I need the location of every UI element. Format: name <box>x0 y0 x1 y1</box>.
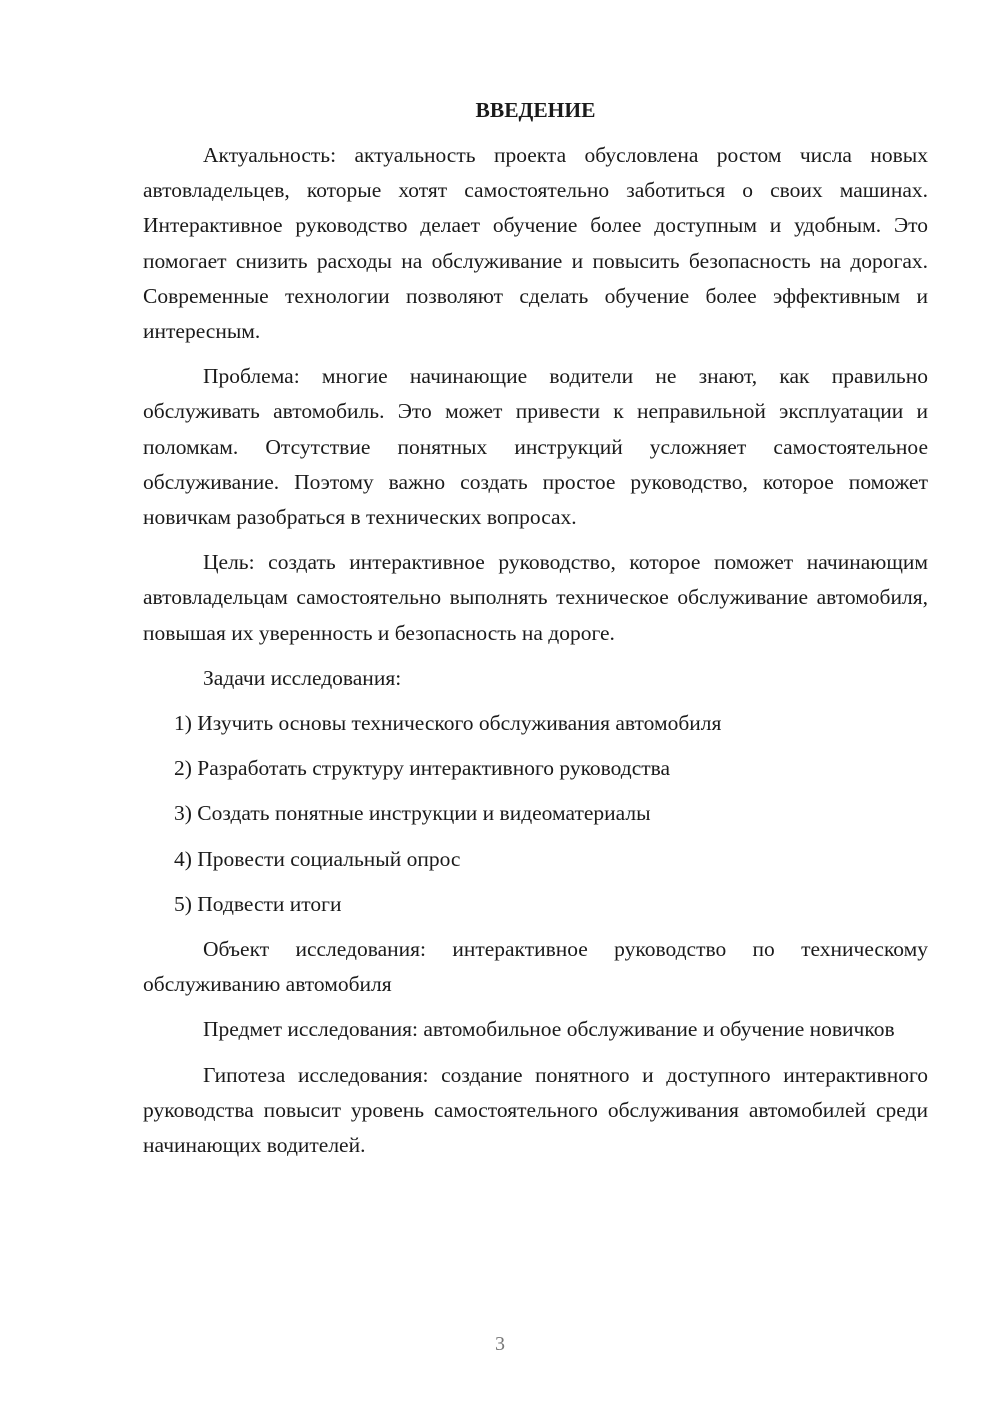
paragraph-object: Объект исследования: интерактивное руководство по техническому обслуживанию автомобиля <box>143 937 928 997</box>
list-item: 3) Создать понятные инструкции и видеоматериалы <box>174 801 651 826</box>
document-page <box>143 88 928 1173</box>
paragraph-goal: Цель: создать интерактивное руководство, которое поможет начинающим автовладельцам самостоятельно выполнять техническое обслуживание автомобиля, повышая их уверенность и безопасность на дороге. <box>143 550 928 645</box>
task-list <box>143 706 928 922</box>
paragraph-relevance: Актуальность: актуальность проекта обусловлена ростом числа новых автовладельцев, которые хотят самостоятельно заботиться о своих машинах. Интерактивное руководство делает обучение более доступным и удобным. Это помогает снизить расходы на обслуживание и повысить безопасность на дорогах. Современные технологии позволяют сделать обучение более эффективным и интересным. <box>143 143 928 344</box>
tasks-heading: Задачи исследования: <box>203 665 402 690</box>
paragraph-hypothesis: Гипотеза исследования: создание понятного и доступного интерактивного руководства повысит уровень самостоятельного обслуживания автомобилей среди начинающих водителей. <box>143 1062 928 1158</box>
page-number: 3 <box>495 1333 505 1355</box>
list-item: 5) Подвести итоги <box>174 891 342 916</box>
paragraph-subject: Предмет исследования: автомобильное обслуживание и обучение новичков <box>203 1017 895 1042</box>
document-title: ВВЕДЕНИЕ <box>475 98 596 122</box>
list-item: 1) Изучить основы технического обслуживания автомобиля <box>174 711 722 736</box>
list-item: 4) Провести социальный опрос <box>174 846 461 871</box>
list-item: 2) Разработать структуру интерактивного руководства <box>174 756 671 781</box>
paragraph-problem: Проблема: многие начинающие водители не знают, как правильно обслуживать автомобиль. Это может привести к неправильной эксплуатации и поломкам. Отсутствие понятных инструкций усложняет самостоятельное обслуживание. Поэтому важно создать простое руководство, которое поможет новичкам разобраться в технических вопросах. <box>143 364 928 530</box>
